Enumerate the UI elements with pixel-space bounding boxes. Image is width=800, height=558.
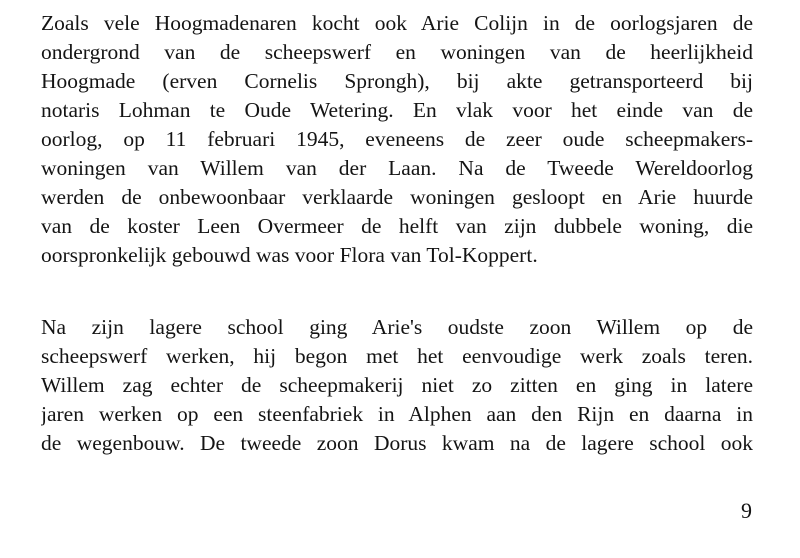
text-line: Na zijn lagere school ging Arie's oudste zoon Willem op de [41, 315, 753, 339]
text-line: Zoals vele Hoogmadenaren kocht ook Arie Colijn in de oorlogsjaren de [41, 11, 753, 35]
text-line: woningen van Willem van der Laan. Na de Tweede Wereldoorlog [41, 156, 753, 180]
text-line: ondergrond van de scheepswerf en woningen van de heerlijkheid [41, 40, 753, 64]
text-line: oorspronkelijk gebouwd was voor Flora van Tol-Koppert. [41, 243, 538, 267]
text-line: scheepswerf werken, hij begon met het eenvoudige werk zoals teren. [41, 344, 753, 368]
text-line: werden de onbewoonbaar verklaarde woningen gesloopt en Arie huurde [41, 185, 753, 209]
text-line: jaren werken op een steenfabriek in Alphen aan den Rijn en daarna in [41, 402, 753, 426]
text-line: notaris Lohman te Oude Wetering. En vlak voor het einde van de [41, 98, 753, 122]
text-line: Willem zag echter de scheepmakerij niet zo zitten en ging in latere [41, 373, 753, 397]
text-line: de wegenbouw. De tweede zoon Dorus kwam na de lagere school ook [41, 431, 753, 455]
paragraph-1 [41, 9, 753, 270]
paragraph-2 [41, 313, 753, 458]
text-line: van de koster Leen Overmeer de helft van zijn dubbele woning, die [41, 214, 753, 238]
text-line: oorlog, op 11 februari 1945, eveneens de zeer oude scheepmakers- [41, 127, 753, 151]
page-number: 9 [741, 498, 752, 523]
text-line: Hoogmade (erven Cornelis Sprongh), bij akte getransporteerd bij [41, 69, 753, 93]
